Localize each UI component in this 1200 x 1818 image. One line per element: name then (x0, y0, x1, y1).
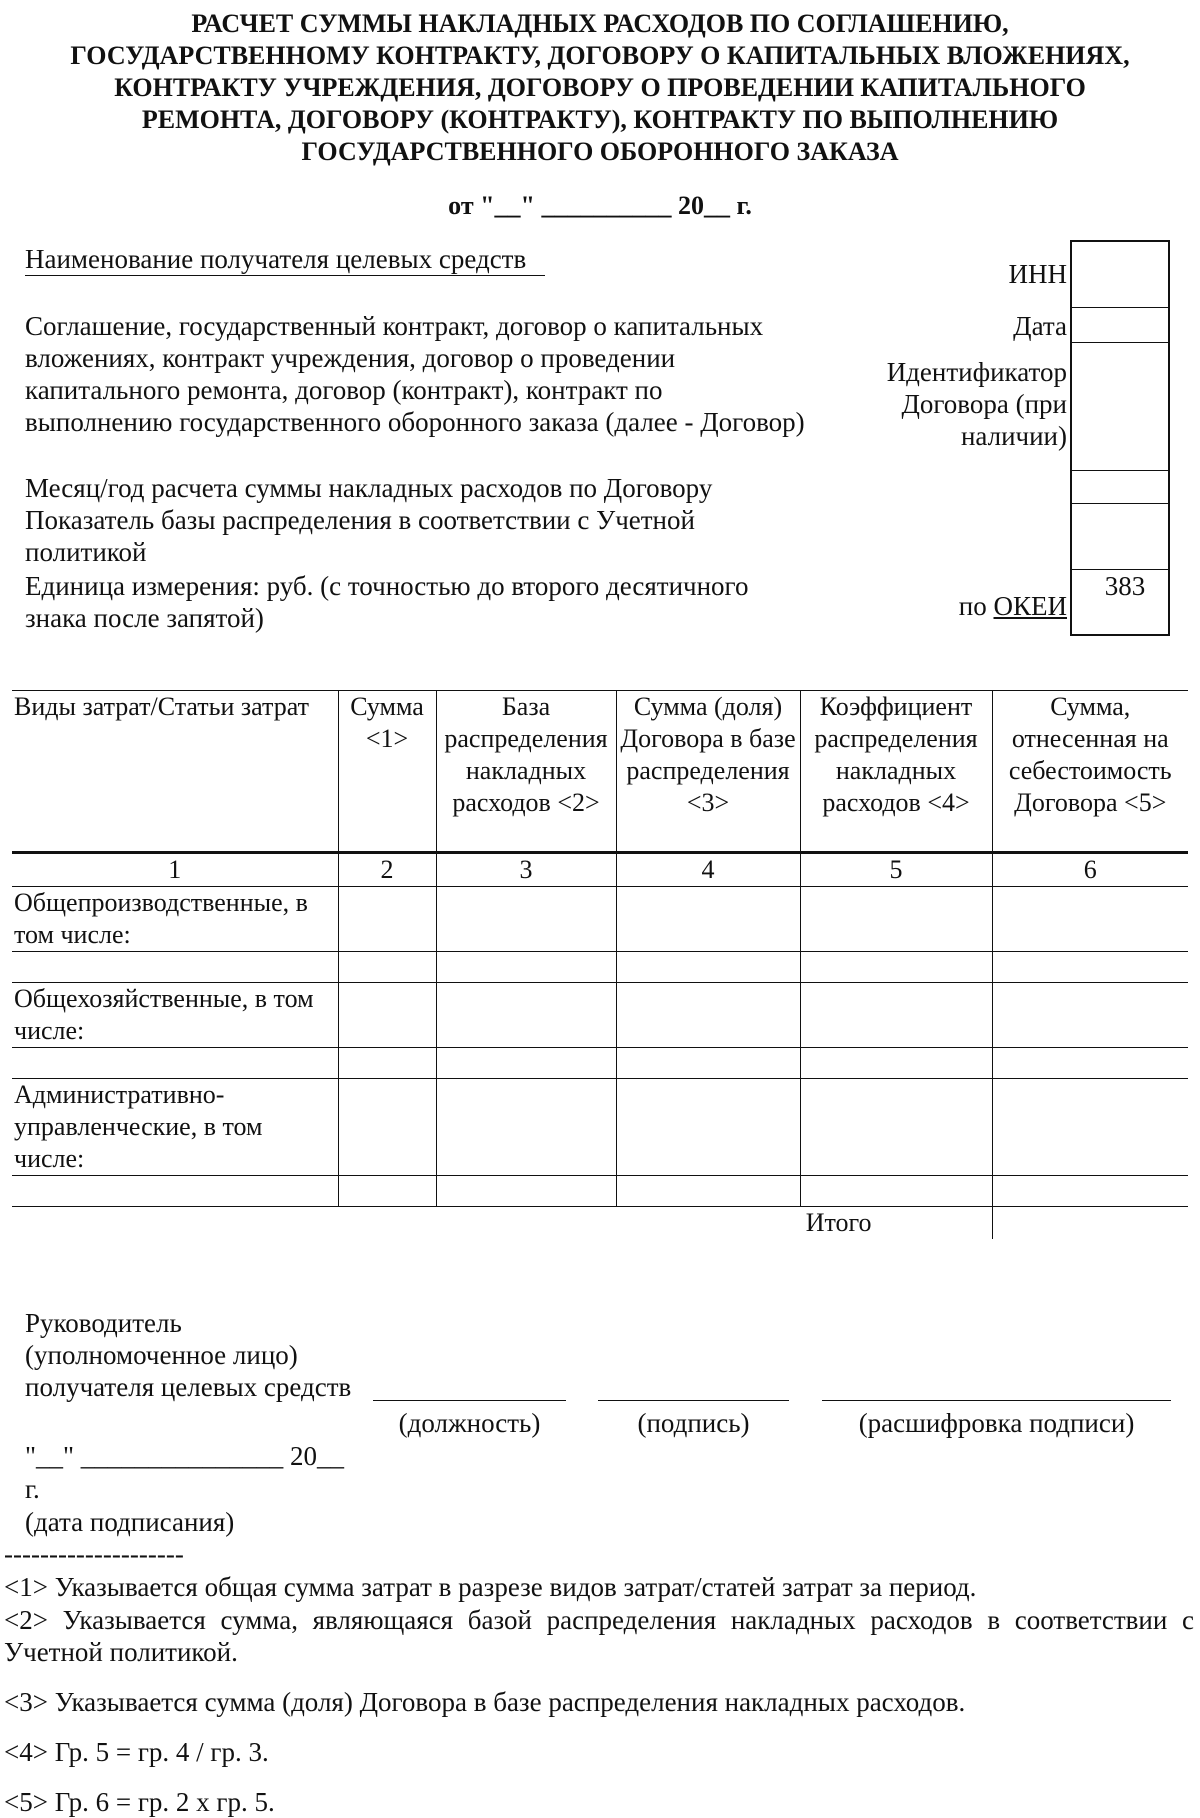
column-number-row (12, 853, 1188, 887)
okei-label (959, 590, 1067, 622)
table-cell[interactable] (992, 887, 1188, 952)
table-cell[interactable] (436, 983, 616, 1048)
column-number: 5 (800, 853, 992, 887)
table-cell[interactable] (436, 1079, 616, 1176)
table-cell[interactable] (338, 887, 436, 952)
month-year-label: Месяц/год расчета суммы накладных расходов по Договору (25, 473, 713, 503)
table-cell[interactable] (992, 1079, 1188, 1176)
indicator-cell[interactable] (1070, 504, 1170, 570)
table-cell[interactable] (616, 952, 800, 983)
col-header: Коэффициент распределения накладных расходов <4> (800, 691, 992, 853)
title-line: РАСЧЕТ СУММЫ НАКЛАДНЫХ РАСХОДОВ ПО СОГЛАШЕНИЮ, (191, 9, 1009, 38)
document-title (0, 8, 1200, 168)
row-label: Административно-управленческие, в том числе: (12, 1079, 338, 1176)
overhead-table (12, 690, 1188, 1239)
signature-line[interactable] (598, 1400, 789, 1401)
table-cell[interactable] (338, 1048, 436, 1079)
date-caption: (дата подписания) (25, 1507, 235, 1537)
position-caption: (должность) (398, 1408, 541, 1438)
table-cell[interactable] (338, 983, 436, 1048)
col-header: Сумма <1> (338, 691, 436, 853)
table-cell[interactable] (616, 1176, 800, 1207)
table-cell[interactable] (992, 1048, 1188, 1079)
table-cell[interactable] (436, 1048, 616, 1079)
table-row (12, 887, 1188, 952)
table-cell[interactable] (800, 1176, 992, 1207)
table-cell[interactable] (800, 887, 992, 952)
inn-cell[interactable] (1070, 240, 1170, 308)
title-line: ГОСУДАРСТВЕННОМУ КОНТРАКТУ, ДОГОВОРУ О КАПИТАЛЬНЫХ ВЛОЖЕНИЯХ, (70, 41, 1130, 70)
contract-label: Соглашение, государственный контракт, договор о капитальных вложениях, контракт учреждения, договор о проведении капитального ремонта, договор (контракт), контракт по выполнению государственного оборонного заказа (далее - Договор) (25, 311, 805, 437)
title-line: РЕМОНТА, ДОГОВОРУ (КОНТРАКТУ), КОНТРАКТУ ПО ВЫПОЛНЕНИЮ (141, 105, 1059, 134)
row-label: Общехозяйственные, в том числе: (12, 983, 338, 1048)
date-label: Дата (1013, 311, 1067, 341)
footnote: <4> Гр. 5 = гр. 4 / гр. 3. (4, 1737, 269, 1767)
identifier-cell[interactable] (1070, 343, 1170, 471)
table-cell[interactable] (616, 1048, 800, 1079)
recipient-label: Наименование получателя целевых средств (25, 244, 527, 274)
signing-date: "__" _______________ 20__ (25, 1441, 345, 1471)
col-header: Сумма (доля) Договора в базе распределения <3> (616, 691, 800, 853)
title-line: КОНТРАКТУ УЧРЕЖДЕНИЯ, ДОГОВОРУ О ПРОВЕДЕНИИ КАПИТАЛЬНОГО (114, 73, 1086, 102)
inn-label: ИНН (1008, 259, 1067, 289)
table-cell[interactable] (992, 1176, 1188, 1207)
title-line: ГОСУДАРСТВЕННОГО ОБОРОННОГО ЗАКАЗА (301, 137, 899, 166)
col-header: Виды затрат/Статьи затрат (12, 691, 338, 853)
unit-label: Единица измерения: руб. (с точностью до второго десятичного знака после запятой) (25, 571, 749, 633)
column-number: 6 (992, 853, 1188, 887)
table-cell[interactable] (338, 1079, 436, 1176)
date-cell[interactable] (1070, 308, 1170, 343)
table-cell[interactable] (992, 983, 1188, 1048)
table-cell[interactable] (800, 983, 992, 1048)
table-cell[interactable] (616, 1079, 800, 1176)
table-cell[interactable] (12, 1048, 338, 1079)
month-year-cell[interactable] (1070, 471, 1170, 504)
footnote: <5> Гр. 6 = гр. 2 x гр. 5. (4, 1787, 275, 1817)
table-cell[interactable] (12, 1176, 338, 1207)
column-number: 4 (616, 853, 800, 887)
footnote-separator: -------------------- (4, 1539, 184, 1569)
signing-year-suffix: г. (25, 1474, 40, 1504)
position-line[interactable] (373, 1400, 566, 1401)
table-cell[interactable] (436, 887, 616, 952)
signature-title-line: получателя целевых средств (25, 1372, 352, 1402)
table-row (12, 1048, 1188, 1079)
signature-title-line: Руководитель (25, 1308, 182, 1338)
signature-caption: (подпись) (637, 1408, 750, 1438)
column-number: 3 (436, 853, 616, 887)
table-cell[interactable] (800, 952, 992, 983)
table-cell[interactable] (800, 1079, 992, 1176)
okei-prefix: по (958, 591, 994, 621)
table-cell[interactable] (436, 1176, 616, 1207)
total-cell[interactable] (992, 1207, 1188, 1240)
recipient-underline (25, 275, 545, 276)
column-number: 1 (12, 853, 338, 887)
total-row (12, 1207, 1188, 1240)
table-cell[interactable] (616, 887, 800, 952)
table-row (12, 952, 1188, 983)
table-cell[interactable] (616, 983, 800, 1048)
document-date: от "__" __________ 20__ г. (448, 191, 752, 220)
table-cell[interactable] (800, 1048, 992, 1079)
decode-line[interactable] (822, 1400, 1171, 1401)
table-cell[interactable] (992, 952, 1188, 983)
footnote: <1> Указывается общая сумма затрат в разрезе видов затрат/статей затрат за период. (4, 1572, 977, 1602)
table-cell[interactable] (338, 1176, 436, 1207)
table-header-row (12, 691, 1188, 853)
signature-title (25, 1307, 351, 1403)
table-cell[interactable] (338, 952, 436, 983)
col-header: База распределения накладных расходов <2> (436, 691, 616, 853)
table-row (12, 1176, 1188, 1207)
identifier-label: Идентификатор Договора (при наличии) (886, 357, 1067, 451)
okei-link: ОКЕИ (993, 591, 1067, 621)
footnote: <3> Указывается сумма (доля) Договора в базе распределения накладных расходов. (4, 1687, 966, 1717)
col-header: Сумма, отнесенная на себестоимость Договора <5> (992, 691, 1188, 853)
row-label: Общепроизводственные, в том числе: (12, 887, 338, 952)
indicator-label: Показатель базы распределения в соответствии с Учетной политикой (25, 505, 695, 567)
okei-code-cell: 383 (1070, 570, 1170, 636)
footnote: <2> Указывается сумма, являющаяся базой распределения накладных расходов в соответствии с Учетной политикой. (4, 1605, 1194, 1667)
table-row (12, 983, 1188, 1048)
decode-caption: (расшифровка подписи) (858, 1408, 1135, 1438)
total-label: Итого (805, 1208, 872, 1237)
column-number: 2 (338, 853, 436, 887)
signature-title-line: (уполномоченное лицо) (25, 1340, 298, 1370)
table-cell[interactable] (436, 952, 616, 983)
table-row (12, 1079, 1188, 1176)
table-cell[interactable] (12, 952, 338, 983)
